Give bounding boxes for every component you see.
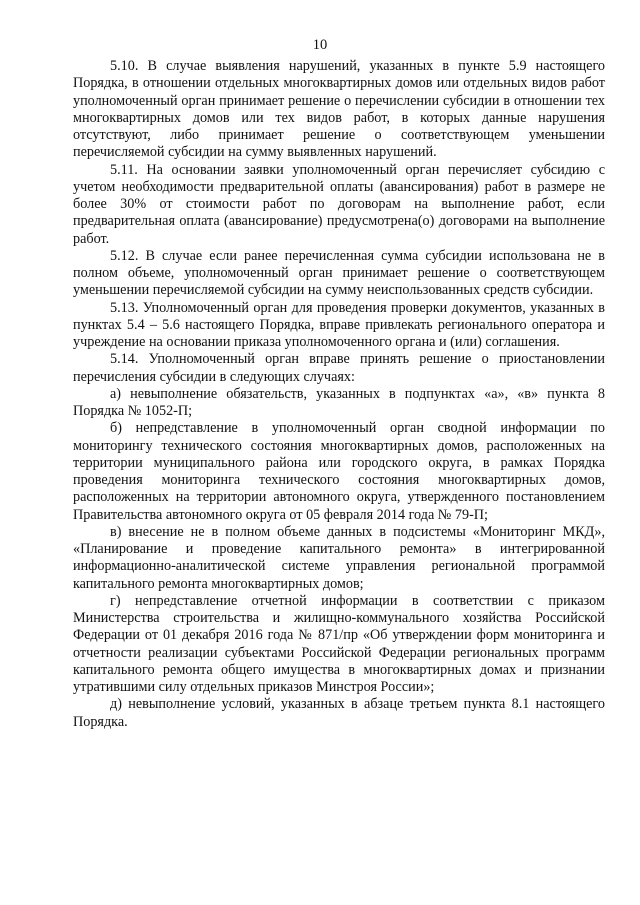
page-number: 10 (312, 37, 328, 53)
subparagraph-b: б) непредставление в уполномоченный орган сводной информации по мониторингу технического состояния многоквартирных домов, расположенных на территории муниципального района или городского округа, в рамках Порядка проведения мониторинга технического состояния многоквартирных домов, расположенных на территории автономного округа, утвержденного постановлением Правительства автономного округа от 05 февраля 2014 года № 79-П; (73, 420, 605, 523)
subparagraph-g: г) непредставление отчетной информации в соответствии с приказом Министерства строительства и жилищно-коммунального хозяйства Российской Федерации от 01 декабря 2016 года № 871/пр «Об утверждении форм мониторинга и отчетности реализации субъектами Российской Федерации региональных программ капитального ремонта общего имущества в многоквартирных домах и признании утратившими силу отдельных приказов Минстроя России»; (73, 592, 605, 695)
paragraph-5-13: 5.13. Уполномоченный орган для проведения проверки документов, указанных в пунктах 5.4 – 5.6 настоящего Порядка, вправе привлекать регионального оператора и учреждение на основании приказа уполномоченного органа и (или) соглашения. (73, 299, 605, 350)
subparagraph-d: д) невыполнение условий, указанных в абзаце третьем пункта 8.1 настоящего Порядка. (73, 696, 605, 730)
subparagraph-v: в) внесение не в полном объеме данных в подсистемы «Мониторинг МКД», «Планирование и проведение капитального ремонта» в интегрированной информационно-аналитической системе управления региональной программой капитального ремонта многоквартирных домов; (73, 523, 605, 592)
document-body (73, 58, 605, 731)
paragraph-5-14: 5.14. Уполномоченный орган вправе принять решение о приостановлении перечисления субсидии в следующих случаях: (73, 351, 605, 385)
paragraph-5-12: 5.12. В случае если ранее перечисленная сумма субсидии использована не в полном объеме, уполномоченный орган принимает решение о соответствующем уменьшении перечисляемой субсидии на сумму неиспользованных средств субсидии. (73, 247, 605, 299)
paragraph-5-11: 5.11. На основании заявки уполномоченный орган перечисляет субсидию с учетом необходимости предварительной оплаты (авансирования) работ в размере не более 30% от стоимости работ по договорам на выполнение работ, если предварительная оплата (авансирование) предусмотрена(о) договорами на выполнение работ. (73, 161, 605, 247)
subparagraph-a: а) невыполнение обязательств, указанных в подпунктах «а», «в» пункта 8 Порядка № 1052-П; (73, 385, 605, 419)
paragraph-5-10: 5.10. В случае выявления нарушений, указанных в пункте 5.9 настоящего Порядка, в отношении отдельных многоквартирных домов или отдельных видов работ уполномоченный орган принимает решение о перечислении субсидии в отношении тех многоквартирных домов или тех видов работ, в которых данные нарушения отсутствуют, либо принимает решение о соответствующем уменьшении перечисляемой субсидии на сумму выявленных нарушений. (73, 58, 605, 161)
